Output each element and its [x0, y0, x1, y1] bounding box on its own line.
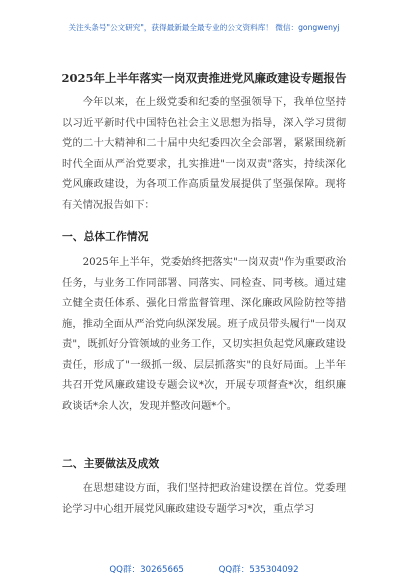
- qq-group-footer: [0, 563, 408, 575]
- overview-paragraph: 2025年上半年，党委始终把落实"一岗双责"作为重要政治任务，与业务工作同部署、同落实、同检查、同考核。通过建立健全责任体系、强化日常监督管理、深化廉政风险防控等措施，推动全面从严治党向纵深发展。班子成员带头履行"一岗双责"，既抓好分管领域的业务工作，又切实担负起党风廉政建设责任，形成了"一级抓一级、层层抓落实"的良好局面。上半年共召开党风廉政建设专题会议*次，开展专项督查*次，组织廉政谈话*余人次，发现并整改问题*个。: [62, 256, 346, 412]
- section-heading-overview: 一、总体工作情况: [62, 230, 149, 243]
- practices-paragraph: 在思想建设方面，我们坚持把政治建设摆在首位。党委理论学习中心组开展党风廉政建设专题学习*次，重点学习: [62, 482, 346, 515]
- qq-group-2: QQ群：535304092: [218, 565, 299, 575]
- intro-paragraph: 今年以来，在上级党委和纪委的坚强领导下，我单位坚持以习近平新时代中国特色社会主义思想为指导，深入学习贯彻党的二十大精神和二十届中央纪委四次全会部署，紧紧围绕新时代全面从严治党要求，扎实推进"一岗双责"落实，持续深化党风廉政建设，为各项工作高质量发展提供了坚强保障。现将有关情况报告如下：: [62, 96, 346, 211]
- promo-banner: 关注头条号"公文研究"，获得最新最全最专业的公文资料库！ 微信：gongwenyj: [68, 23, 340, 32]
- section-heading-practices: 二、主要做法及成效: [62, 457, 160, 470]
- qq-group-1: QQ群：30265665: [109, 565, 184, 575]
- document-title: 2025年上半年落实一岗双责推进党风廉政建设专题报告: [61, 71, 347, 85]
